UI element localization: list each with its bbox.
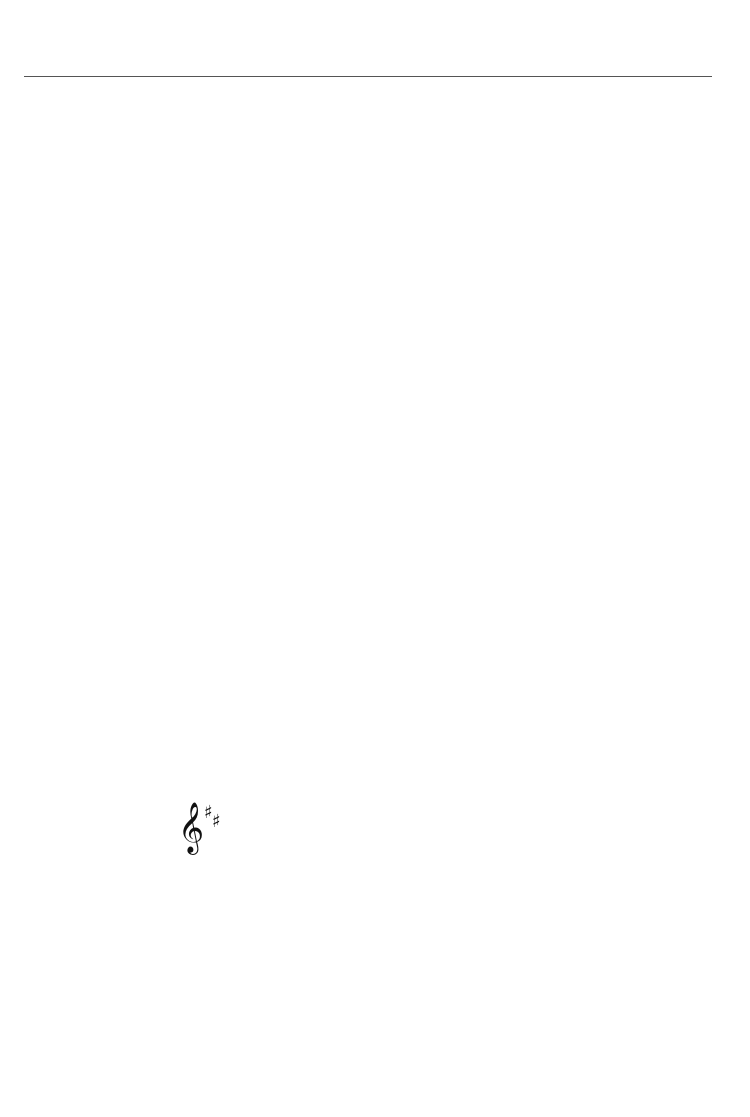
treble-clef-icon: 𝄞 bbox=[178, 802, 205, 853]
key-sharp-c-icon: ♯ bbox=[212, 811, 221, 832]
key-sharp-f-icon: ♯ bbox=[204, 802, 213, 823]
